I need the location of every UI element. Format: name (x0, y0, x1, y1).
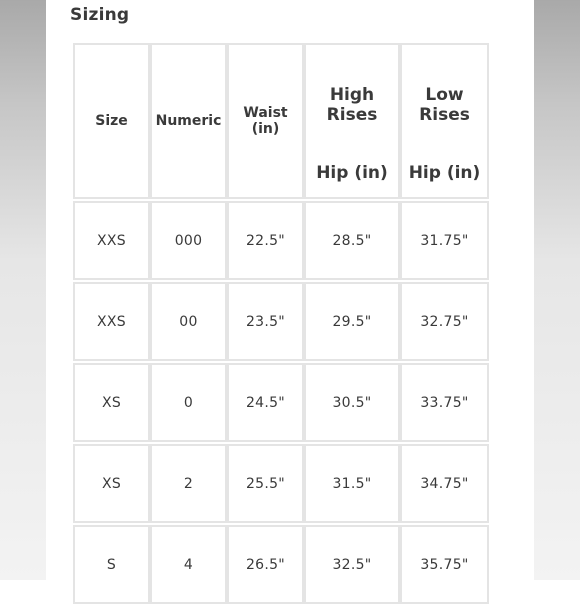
table-row-cell-hip-high: 32.5" (304, 525, 400, 604)
table-row-cell-hip-high: 29.5" (304, 282, 400, 361)
table-row-cell-size: XS (73, 363, 150, 442)
table-row-cell-waist: 24.5" (227, 363, 304, 442)
table-row-cell-hip-low: 32.75" (400, 282, 489, 361)
header-size (73, 43, 150, 199)
table-row-cell-size: S (73, 525, 150, 604)
table-row-cell-numeric: 000 (150, 201, 227, 280)
sizing-page (46, 0, 534, 580)
table-row-cell-hip-low: 34.75" (400, 444, 489, 523)
section-title: Sizing (70, 5, 130, 25)
header-waist-label: Waist (in) (243, 105, 288, 137)
table-row-cell-numeric: 2 (150, 444, 227, 523)
header-high-rises (304, 43, 400, 199)
background-right (534, 0, 580, 580)
header-low-rises-label: Low Rises (419, 85, 470, 125)
table-row-cell-numeric: 00 (150, 282, 227, 361)
header-waist (227, 43, 304, 199)
table-row-cell-hip-high: 28.5" (304, 201, 400, 280)
header-numeric-label: Numeric (155, 113, 222, 129)
background-left (0, 0, 46, 580)
table-row-cell-hip-high: 31.5" (304, 444, 400, 523)
table-row-cell-hip-high: 30.5" (304, 363, 400, 442)
table-row-cell-size: XXS (73, 201, 150, 280)
table-row-cell-waist: 23.5" (227, 282, 304, 361)
table-row-cell-waist: 25.5" (227, 444, 304, 523)
table-row-cell-size: XS (73, 444, 150, 523)
table-row-cell-numeric: 0 (150, 363, 227, 442)
table-row-cell-waist: 26.5" (227, 525, 304, 604)
header-numeric (150, 43, 227, 199)
header-size-label: Size (95, 113, 128, 129)
header-hip-low-label: Hip (in) (408, 163, 481, 183)
table-row-cell-hip-low: 35.75" (400, 525, 489, 604)
table-row-cell-waist: 22.5" (227, 201, 304, 280)
header-low-rises (400, 43, 489, 199)
header-hip-high-label: Hip (in) (316, 163, 388, 183)
table-row-cell-hip-low: 33.75" (400, 363, 489, 442)
header-high-rises-label: High Rises (326, 85, 378, 125)
table-row-cell-numeric: 4 (150, 525, 227, 604)
table-row-cell-size: XXS (73, 282, 150, 361)
table-row-cell-hip-low: 31.75" (400, 201, 489, 280)
